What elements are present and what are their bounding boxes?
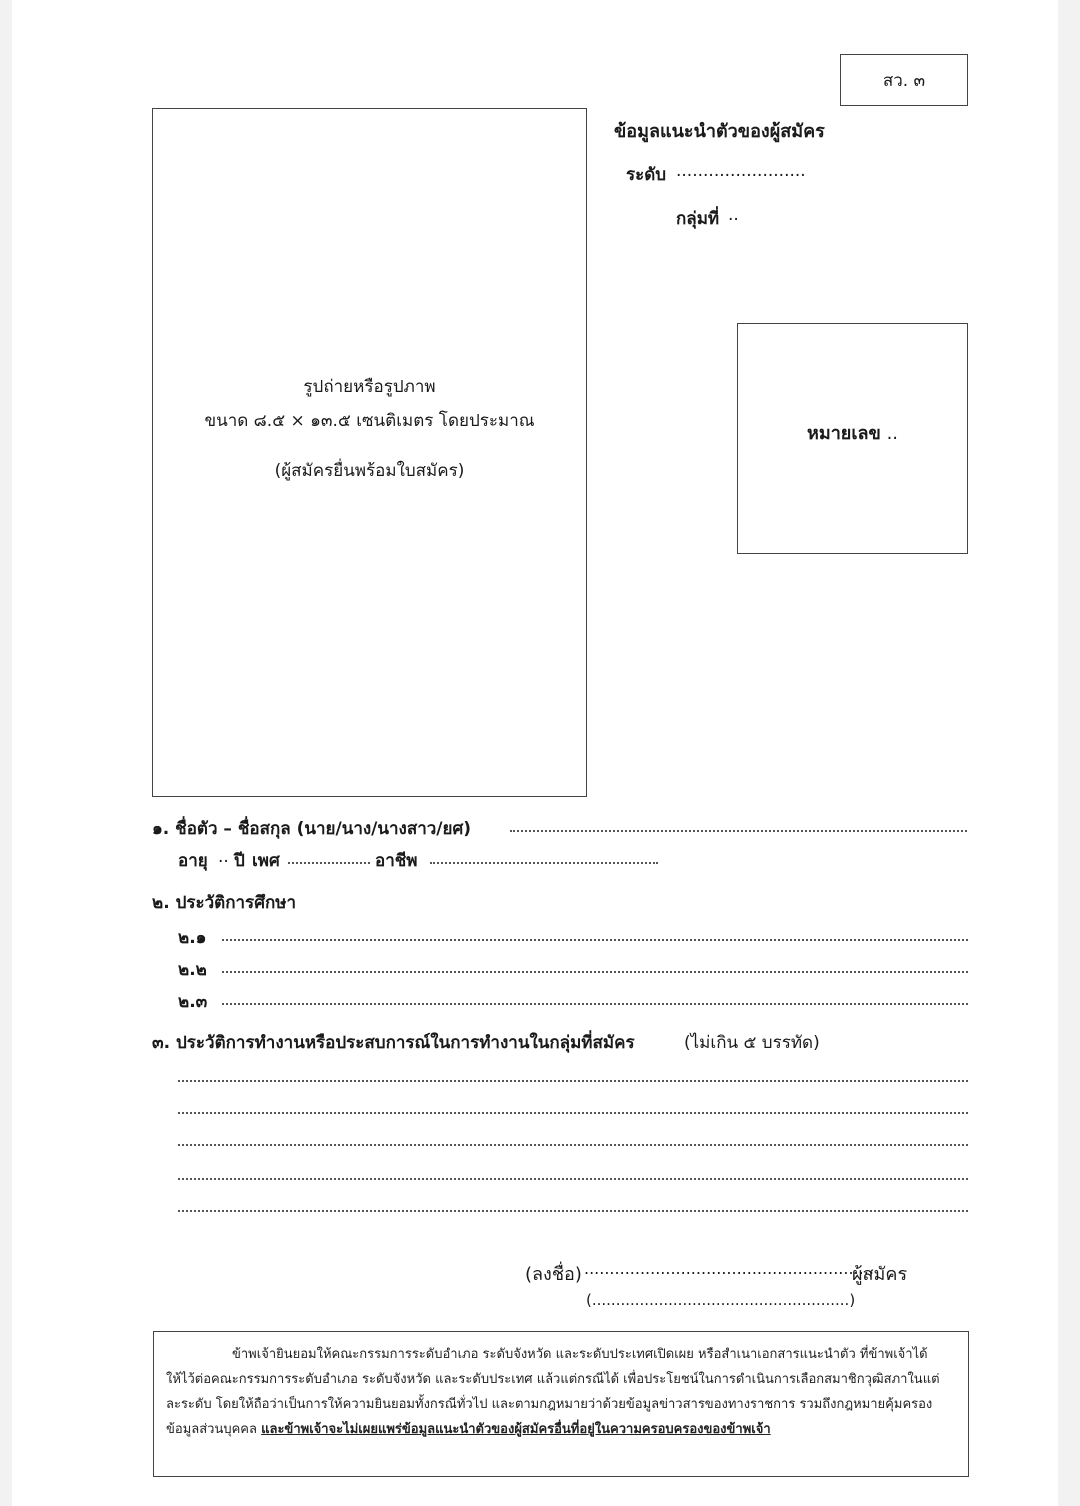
sign-label: (ลงชื่อ) — [525, 1264, 582, 1285]
occupation-field[interactable] — [430, 862, 658, 864]
photo-caption-2: ขนาด ๘.๕ × ๑๓.๕ เซนติเมตร โดยประมาณ — [204, 411, 535, 431]
form-title: ข้อมูลแนะนำตัวของผู้สมัคร — [614, 121, 825, 142]
name-label: ๑. ชื่อตัว – ชื่อสกุล (นาย/นาง/นางสาว/ยศ) — [152, 819, 472, 839]
photo-caption-3: (ผู้สมัครยื่นพร้อมใบสมัคร) — [274, 461, 465, 481]
sign-field[interactable]: ......................................................... — [584, 1259, 874, 1278]
number-box — [737, 323, 968, 554]
consent-box — [153, 1331, 969, 1477]
form-code: สว. ๓ — [882, 70, 926, 91]
consent-line-3: ละระดับ โดยให้ถือว่าเป็นการให้ความยินยอมทั้งกรณีทั่วไป และตามกฎหมายว่าด้วยข้อมูลข่าวสารของทางราชการ รวมถึงกฎหมายคุ้มครอง — [166, 1397, 933, 1412]
work-history-line-4[interactable] — [178, 1178, 968, 1180]
group-label: กลุ่มที่ — [676, 209, 720, 229]
consent-line-2: ให้ไว้ต่อคณะกรรมการระดับอำเภอ ระดับจังหวัด และระดับประเทศ แล้วแต่กรณีได้ เพื่อประโยชน์ในการดำเนินการเลือกสมาชิกวุฒิสภาในแต่ — [166, 1372, 940, 1387]
consent-line-4 — [166, 1417, 771, 1442]
photo-caption-1: รูปถ่ายหรือรูปภาพ — [303, 377, 436, 397]
consent-line-1: ข้าพเจ้ายินยอมให้คณะกรรมการระดับอำเภอ ระดับจังหวัด และระดับประเทศเปิดเผย หรือสำเนาเอกสารแนะนำตัว ที่ข้าพเจ้าได้ — [232, 1347, 928, 1362]
education-item-3-field[interactable] — [222, 1003, 968, 1005]
education-item-1-field[interactable] — [222, 939, 968, 941]
work-history-note: (ไม่เกิน ๕ บรรทัด) — [684, 1033, 820, 1053]
number-label: หมายเลข — [806, 423, 881, 444]
consent-line-4-plain: ข้อมูลส่วนบุคคล — [166, 1422, 257, 1437]
photo-box[interactable] — [152, 108, 587, 797]
sex-field[interactable] — [288, 862, 370, 864]
education-item-2-label: ๒.๒ — [178, 960, 207, 980]
form-page — [12, 0, 1058, 1506]
age-field[interactable]: .. — [218, 847, 229, 867]
work-history-line-5[interactable] — [178, 1210, 968, 1212]
number-field[interactable]: .. — [886, 423, 899, 444]
education-item-1-label: ๒.๑ — [178, 928, 207, 948]
group-field[interactable]: .. — [728, 205, 739, 225]
level-field[interactable]: ........................ — [676, 161, 806, 181]
work-history-line-3[interactable] — [178, 1144, 968, 1146]
consent-line-4-bold: และข้าพเจ้าจะไม่เผยแพร่ข้อมูลแนะนำตัวของผู้สมัครอื่นที่อยู่ในความครอบครองของข้าพเจ้า — [261, 1422, 771, 1437]
education-item-3-label: ๒.๓ — [178, 992, 208, 1012]
name-field[interactable] — [510, 830, 967, 832]
work-history-line-1[interactable] — [178, 1080, 968, 1082]
work-history-title: ๓. ประวัติการทำงานหรือประสบการณ์ในการทำงานในกลุ่มที่สมัคร — [152, 1033, 635, 1053]
education-item-2-field[interactable] — [222, 971, 968, 973]
applicant-label: ผู้สมัคร — [852, 1264, 908, 1285]
form-code-box — [840, 54, 968, 106]
printed-name-field[interactable]: (......................................................) — [586, 1291, 856, 1309]
education-title: ๒. ประวัติการศึกษา — [152, 893, 297, 913]
level-label: ระดับ — [626, 165, 667, 185]
occupation-label: อาชีพ — [375, 851, 418, 871]
age-label: อายุ — [178, 851, 208, 871]
number-line — [738, 418, 967, 447]
year-label: ปี — [234, 851, 245, 871]
sex-label: เพศ — [252, 851, 280, 871]
work-history-line-2[interactable] — [178, 1112, 968, 1114]
